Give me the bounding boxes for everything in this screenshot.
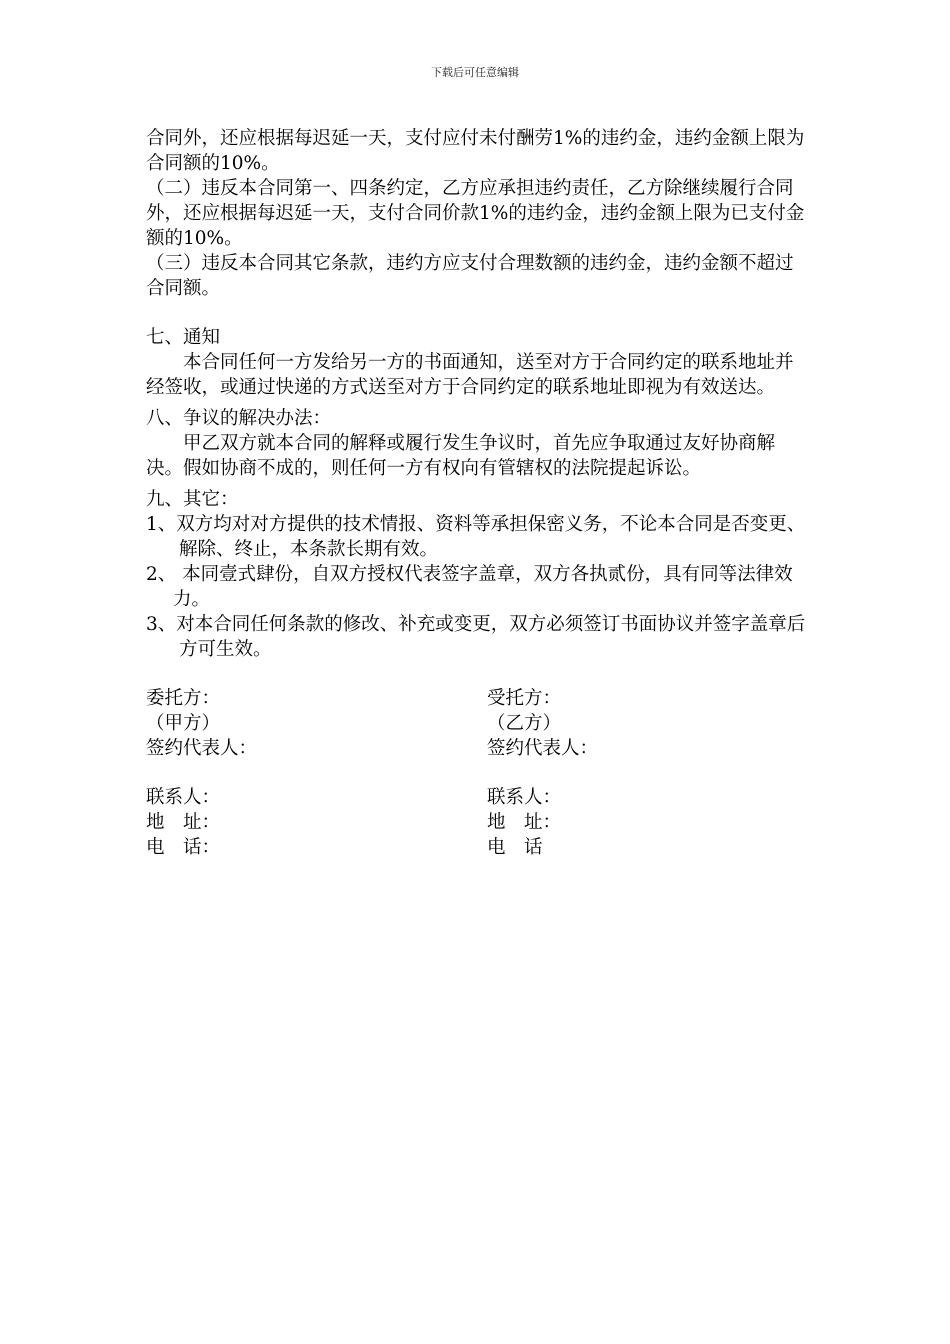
client-party-label: 委托方： bbox=[146, 688, 221, 709]
page-header-note: 下载后可任意编辑 bbox=[431, 66, 519, 79]
contractor-address-label: 地 址： bbox=[487, 812, 562, 833]
contractor-role-label: （乙方） bbox=[487, 713, 562, 734]
document-body bbox=[146, 126, 808, 886]
contractor-party-label: 受托方： bbox=[487, 688, 562, 709]
spacer bbox=[146, 662, 808, 686]
penalty-paragraph-1: 合同外，还应根据每迟延一天，支付应付未付酬劳1%的违约金，违约金额上限为合同额的10%。 bbox=[146, 128, 805, 174]
client-phone-label: 电 话： bbox=[146, 837, 221, 858]
penalty-paragraph-3: （三）违反本合同其它条款，违约方应支付合理数额的违约金，违约金额不超过合同额。 bbox=[146, 253, 794, 299]
section-9-title: 九、其它： bbox=[146, 489, 239, 510]
spacer bbox=[146, 301, 808, 325]
contractor-phone-label: 电 话 bbox=[487, 837, 543, 858]
signature-block bbox=[146, 686, 808, 886]
contractor-representative-label: 签约代表人： bbox=[487, 738, 599, 759]
section-8-text: 甲乙双方就本合同的解释或履行发生争议时，首先应争取通过友好协商解决。假如协商不成的，则任何一方有权向有管辖权的法院提起诉讼。 bbox=[146, 433, 776, 479]
section-9-item: 3、对本合同任何条款的修改、补充或变更，双方必须签订书面协议并签字盖章后方可生效。 bbox=[146, 614, 806, 660]
client-representative-label: 签约代表人： bbox=[146, 738, 258, 759]
section-9-item: 2、 本同壹式肆份，自双方授权代表签字盖章，双方各执贰份，具有同等法律效力。 bbox=[146, 564, 793, 610]
spacer bbox=[487, 761, 787, 785]
section-9-item: 1、双方均对对方提供的技术情报、资料等承担保密义务，不论本合同是否变更、解除、终止，本条款长期有效。 bbox=[146, 514, 806, 560]
section-8-title: 八、争议的解决办法： bbox=[146, 408, 332, 429]
client-contact-label: 联系人： bbox=[146, 787, 221, 808]
section-7-title: 七、通知 bbox=[146, 327, 221, 348]
section-7-text: 本合同任何一方发给另一方的书面通知，送至对方于合同约定的联系地址并经签收，或通过快递的方式送至对方于合同约定的联系地址即视为有效送达。 bbox=[146, 352, 794, 398]
client-signature-column bbox=[146, 686, 446, 860]
contractor-signature-column bbox=[487, 686, 787, 860]
client-address-label: 地 址： bbox=[146, 812, 221, 833]
contractor-contact-label: 联系人： bbox=[487, 787, 562, 808]
client-role-label: （甲方） bbox=[146, 713, 221, 734]
penalty-paragraph-2: （二）违反本合同第一、四条约定，乙方应承担违约责任，乙方除继续履行合同外，还应根据每迟延一天，支付合同价款1%的违约金，违约金额上限为已支付金额的10%。 bbox=[146, 178, 805, 249]
spacer bbox=[146, 761, 446, 785]
